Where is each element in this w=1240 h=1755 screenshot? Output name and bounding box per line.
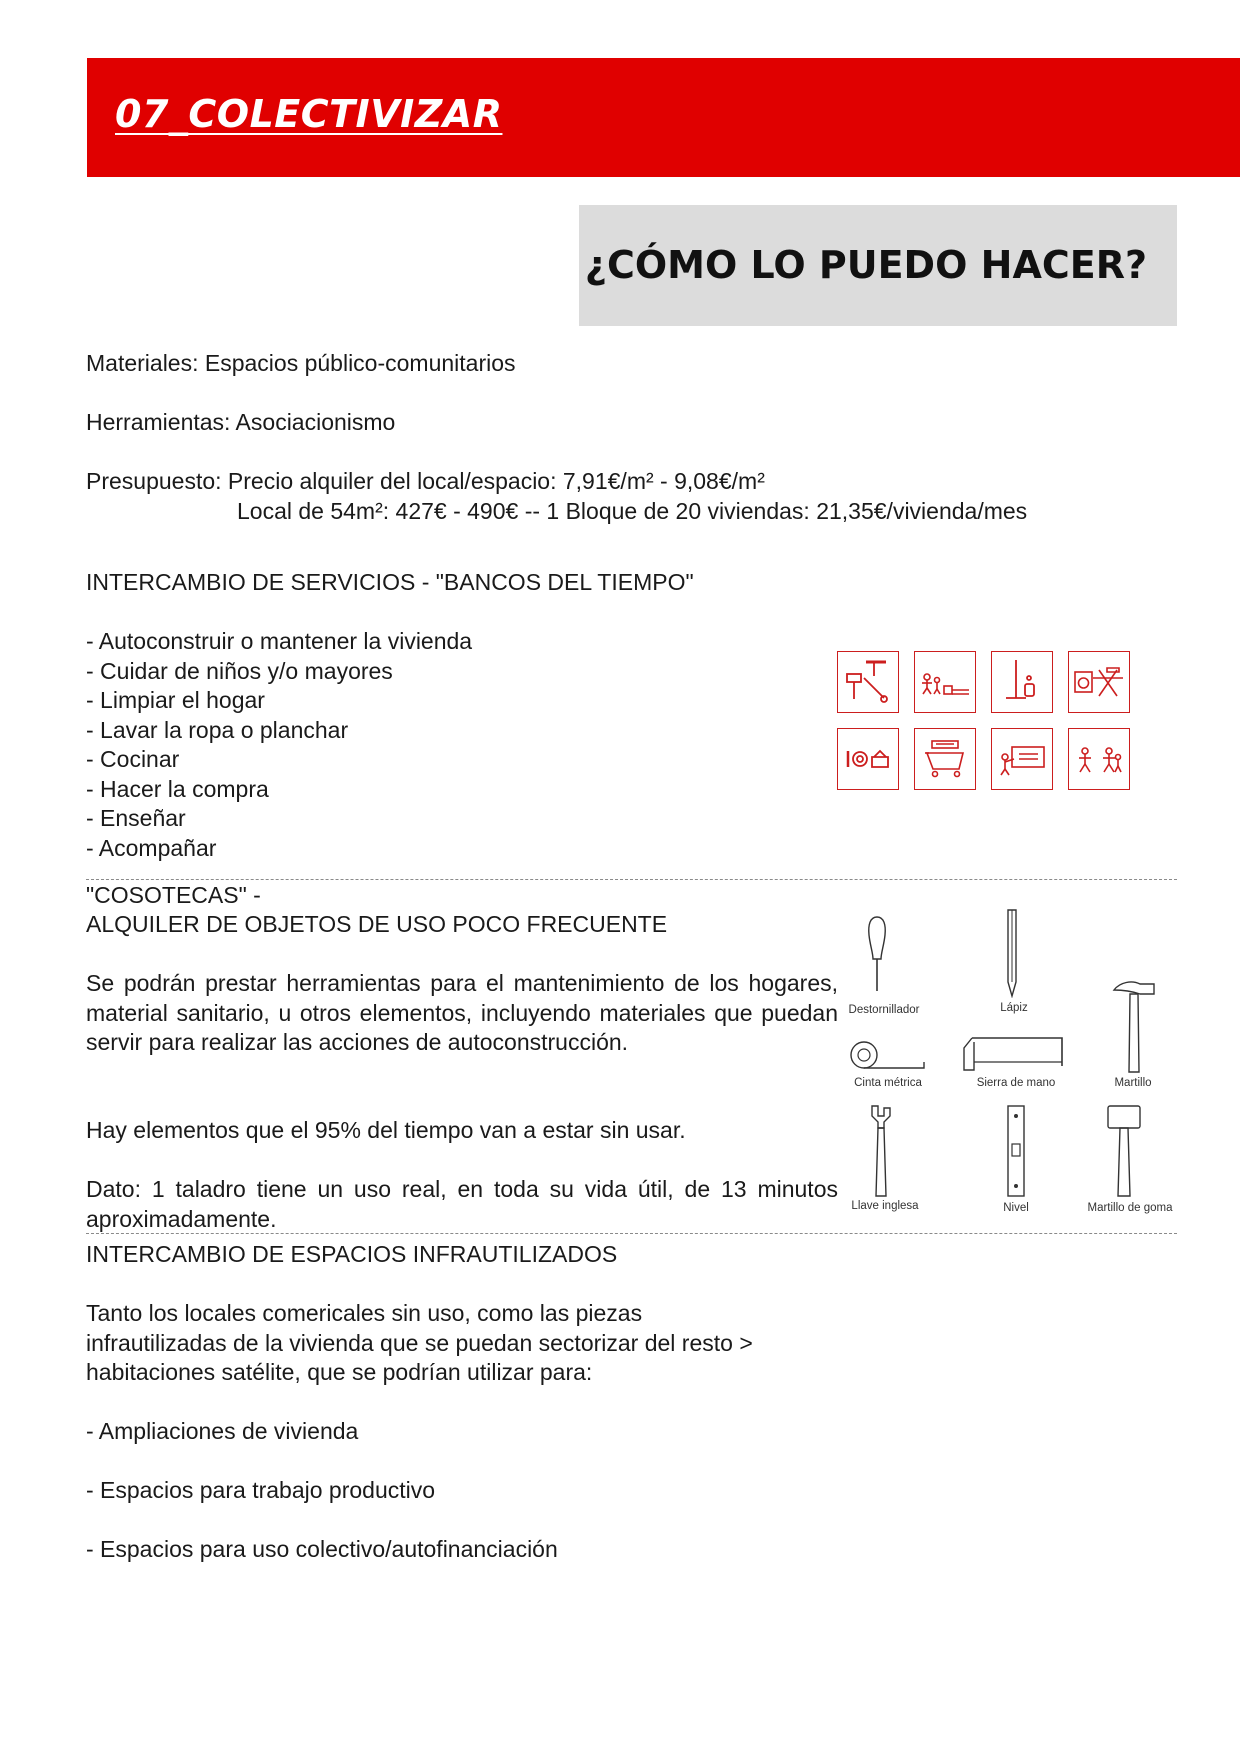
childcare-icon (914, 651, 976, 713)
list-item: - Enseñar (86, 805, 186, 831)
tool-label: Martillo (1114, 1077, 1152, 1089)
list-item: - Autoconstruir o mantener la vivienda (86, 628, 473, 654)
cooking-icon (837, 728, 899, 790)
espacios-heading: INTERCAMBIO DE ESPACIOS INFRAUTILIZADOS (86, 1241, 618, 1267)
paint-roller-tools-icon (837, 651, 899, 713)
servicios-heading: INTERCAMBIO DE SERVICIOS - "BANCOS DEL TIEMPO" (86, 569, 694, 595)
presupuesto-line-2: Local de 54m²: 427€ - 490€ -- 1 Bloque de 20 viviendas: 21,35€/vivienda/mes (237, 498, 1028, 524)
laundry-ironing-icon (1068, 651, 1130, 713)
tool-label: Martillo de goma (1087, 1202, 1173, 1214)
how-to-title: ¿CÓMO LO PUEDO HACER? (584, 243, 1147, 287)
espacios-paragraph-line-2: infrautilizadas de la vivienda que se puedan sectorizar del resto > (86, 1330, 753, 1356)
materiales-text: Materiales: Espacios público-comunitarios (86, 350, 516, 376)
cleaning-icon (991, 651, 1053, 713)
hammer-icon (1110, 978, 1160, 1078)
espacios-paragraph-line-3: habitaciones satélite, que se podrían utilizar para: (86, 1359, 593, 1385)
tool-label: Nivel (1003, 1202, 1029, 1214)
presupuesto-line-1: Presupuesto: Precio alquiler del local/espacio: 7,91€/m² - 9,08€/m² (86, 468, 765, 494)
espacios-paragraph-line-1: Tanto los locales comericales sin uso, como las piezas (86, 1300, 643, 1326)
wrench-icon (866, 1104, 896, 1200)
tool-label: Llave inglesa (851, 1200, 919, 1212)
how-to-box (579, 205, 1177, 326)
cosotecas-paragraph-2: Hay elementos que el 95% del tiempo van a estar sin usar. (86, 1117, 686, 1143)
teaching-board-icon (991, 728, 1053, 790)
list-item: - Cuidar de niños y/o mayores (86, 657, 393, 684)
companionship-icon (1068, 728, 1130, 790)
list-item: - Espacios para uso colectivo/autofinanciación (86, 1536, 558, 1562)
pencil-icon (1004, 908, 1020, 998)
cosotecas-heading-1: "COSOTECAS" - (86, 882, 261, 908)
list-item: - Ampliaciones de vivienda (86, 1418, 359, 1444)
list-item: - Cocinar (86, 746, 180, 772)
servicios-list (86, 627, 472, 863)
screwdriver-icon (862, 915, 892, 995)
tape-measure-icon (848, 1038, 928, 1072)
shopping-cart-icon (914, 728, 976, 790)
mallet-icon (1104, 1104, 1144, 1200)
tool-label: Sierra de mano (976, 1077, 1056, 1089)
list-item: - Espacios para trabajo productivo (86, 1477, 436, 1503)
list-item: - Hacer la compra (86, 775, 269, 802)
list-item: - Acompañar (86, 834, 217, 861)
list-item: - Lavar la ropa o planchar (86, 716, 349, 743)
cosotecas-heading-2: ALQUILER DE OBJETOS DE USO POCO FRECUENTE (86, 911, 668, 937)
cosotecas-paragraph-1: Se podrán prestar herramientas para el mantenimiento de los hogares, material sanitario, u otros elementos, incluyendo materiales que puedan servir para realizar las acciones de autoconstrucción. (86, 970, 838, 1055)
tool-label: Lápiz (1000, 1002, 1028, 1014)
tool-label: Destornillador (848, 1004, 920, 1016)
tool-label: Cinta métrica (854, 1077, 922, 1089)
page-title: 07_COLECTIVIZAR (115, 92, 503, 136)
list-item: - Limpiar el hogar (86, 687, 265, 713)
section-divider (86, 1233, 1177, 1234)
hacksaw-icon (958, 1032, 1066, 1076)
header-banner (87, 58, 1240, 177)
spirit-level-icon (1004, 1104, 1028, 1198)
section-divider (86, 879, 1177, 880)
cosotecas-paragraph-3: Dato: 1 taladro tiene un uso real, en toda su vida útil, de 13 minutos aproximadamente. (86, 1176, 838, 1232)
herramientas-text: Herramientas: Asociacionismo (86, 409, 396, 435)
